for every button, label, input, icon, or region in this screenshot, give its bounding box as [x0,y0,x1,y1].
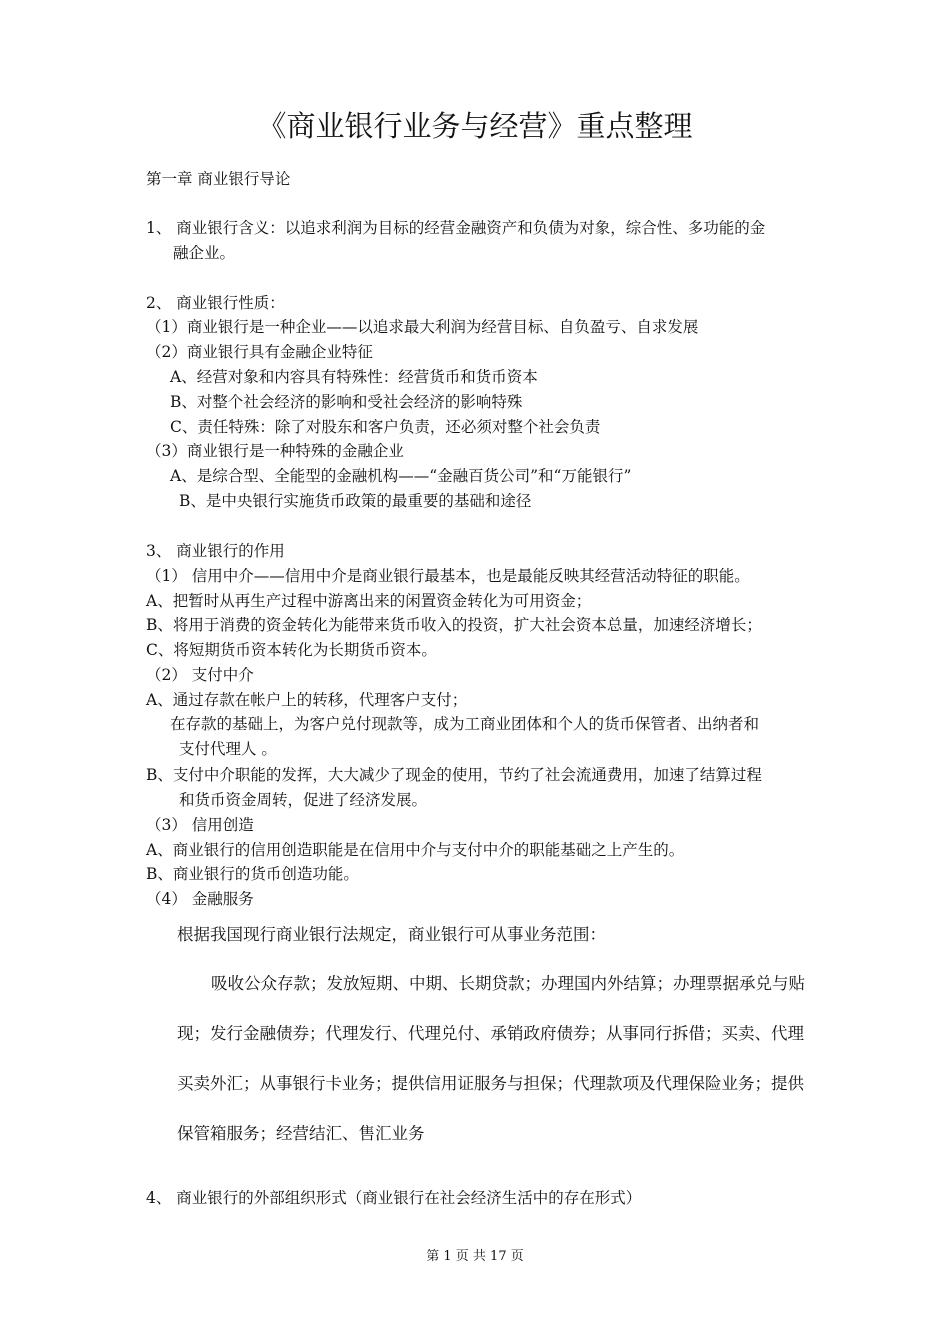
text-line: 买卖外汇；从事银行卡业务；提供信用证服务与担保；代理款项及代理保险业务；提供 [177,1074,804,1093]
text-line: A、是综合型、全能型的金融机构——“金融百货公司”和“万能银行” [170,467,632,485]
text-line: 和货币资金周转，促进了经济发展。 [179,791,428,809]
text-line: （1）商业银行是一种企业——以追求最大利润为经营目标、自负盈亏、自求发展 [146,318,699,336]
text-line: A、把暂时从再生产过程中游离出来的闲置资金转化为可用资金； [146,592,592,610]
chapter-heading: 第一章 商业银行导论 [146,170,291,188]
text-line: 1、 商业银行含义：以追求利润为目标的经营金融资产和负债为对象，综合性、多功能的金 [146,219,766,237]
text-line: B、支付中介职能的发挥，大大减少了现金的使用，节约了社会流通费用，加速了结算过程 [146,766,762,784]
text-line: 在存款的基础上，为客户兑付现款等，成为工商业团体和个人的货币保管者、出纳者和 [170,715,760,733]
text-line: 4、 商业银行的外部组织形式（商业银行在社会经济生活中的存在形式） [146,1189,642,1207]
text-line: 支付代理人 。 [179,740,277,758]
text-line: 根据我国现行商业银行法规定，商业银行可从事业务范围： [177,925,606,944]
text-line: （3）商业银行是一种特殊的金融企业 [146,442,404,460]
text-line: C、将短期货币资本转化为长期货币资本。 [146,641,437,659]
text-line: （4） 金融服务 [146,890,254,908]
text-line: B、对整个社会经济的影响和受社会经济的影响特殊 [170,393,523,411]
text-line: （2）商业银行具有金融企业特征 [146,343,373,361]
text-line: 现；发行金融债券；代理发行、代理兑付、承销政府债券；从事同行拆借；买卖、代理 [177,1024,804,1043]
text-line: B、商业银行的货币创造功能。 [146,865,359,883]
text-line: 2、 商业银行性质： [146,294,285,312]
text-line: （1） 信用中介——信用中介是商业银行最基本，也是最能反映其经营活动特征的职能。 [146,567,750,585]
text-line: 吸收公众存款；发放短期、中期、长期贷款；办理国内外结算；办理票据承兑与贴 [211,974,805,993]
text-line: 保管箱服务；经营结汇、售汇业务 [177,1124,425,1143]
text-line: （2） 支付中介 [146,666,254,684]
text-line: B、将用于消费的资金转化为能带来货币收入的投资，扩大社会资本总量，加速经济增长； [146,616,762,634]
text-line: 3、 商业银行的作用 [146,542,285,560]
text-line: A、商业银行的信用创造职能是在信用中介与支付中介的职能基础之上产生的。 [146,841,685,859]
document-title: 《商业银行业务与经营》重点整理 [257,109,693,143]
text-line: A、经营对象和内容具有特殊性：经营货币和货币资本 [170,368,538,386]
text-line: A、通过存款在帐户上的转移，代理客户支付； [146,691,468,709]
text-line: （3） 信用创造 [146,816,254,834]
page-footer: 第 1 页 共 17 页 [426,1249,524,1264]
text-line: B、是中央银行实施货币政策的最重要的基础和途径 [179,492,532,510]
text-line: 融企业。 [173,244,236,262]
text-line: C、责任特殊：除了对股东和客户负责，还必须对整个社会负责 [170,418,601,436]
